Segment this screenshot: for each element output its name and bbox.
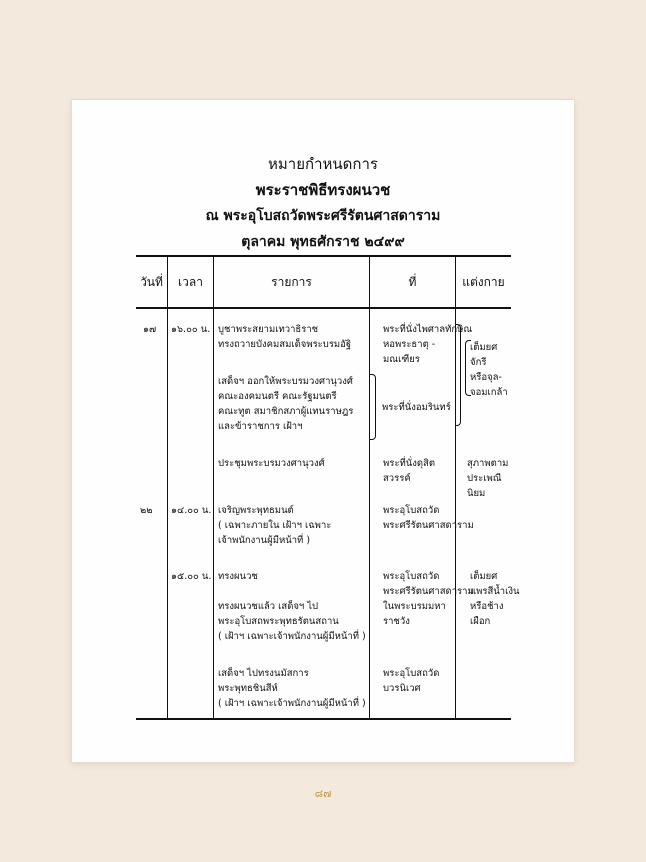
group-brace <box>455 324 461 426</box>
group-brace <box>465 340 471 396</box>
ceremony-title: พระราชพิธีทรงผนวช <box>255 181 391 199</box>
group-brace <box>370 374 376 440</box>
row-time: ๑๖.๐๐ น. <box>171 324 211 335</box>
row-item: เจริญพระพุทธมนต์ ( เฉพาะภายใน เฝ้าฯ เฉพาะ เจ้าพนักงานผู้มีหน้าที่ ) <box>218 505 332 546</box>
row-item: ทรงผนวช ทรงผนวชแล้ว เสด็จฯ ไป พระอุโบสถพระพุทธรัตนสถาน ( เฝ้าฯ เฉพาะเจ้าพนักงานผู้มีหน้าที่ ) <box>218 571 366 642</box>
row-item: ประชุมพระบรมวงศานุวงศ์ <box>218 458 325 469</box>
header-day: วันที่ <box>140 275 163 289</box>
row-day: ๒๒ <box>140 505 153 516</box>
row-place: พระที่นั่งดุสิต สวรรค์ <box>383 458 435 484</box>
header-time: เวลา <box>178 275 203 289</box>
row-place: พระที่นั่งอมรินทร์ <box>382 402 451 413</box>
table-bottom-rule <box>136 718 511 720</box>
row-time: ๑๕.๐๐ น. <box>171 571 212 582</box>
header-item: รายการ <box>271 275 312 289</box>
document-page <box>72 100 574 762</box>
row-place: พระอุโบสถวัด พระศรีรัตนศาสดาราม ในพระบรมมหา ราชวัง <box>383 571 474 627</box>
row-place: พระที่นั่งไพศาลทักษิณ หอพระธาตุ - มณเฑียร <box>383 324 473 365</box>
row-dress: สุภาพตาม ประเพณี นิยม <box>467 458 509 499</box>
header-place: ที่ <box>408 275 417 289</box>
row-time: ๑๔.๐๐ น. <box>171 505 212 516</box>
row-item: บูชาพระสยามเทวาธิราช ทรงถวายบังคมสมเด็จพระบรมอัฐิ <box>218 324 352 350</box>
date-title: ตุลาคม พุทธศักราช ๒๔๙๙ <box>241 234 405 250</box>
venue-title: ณ พระอุโบสถวัดพระศรีรัตนศาสดาราม <box>205 208 441 224</box>
column-divider <box>167 257 168 718</box>
column-divider <box>369 257 370 718</box>
page-number: ๘๗ <box>314 787 332 800</box>
row-place: พระอุโบสถวัด พระศรีรัตนศาสดาราม <box>383 505 474 531</box>
row-item: เสด็จฯ ออกให้พระบรมวงศานุวงศ์ คณะองคมนตรี คณะรัฐมนตรี คณะทูต สมาชิกสภาผู้แทนราษฎร และข้าราชการ เฝ้าฯ <box>218 376 354 432</box>
row-place: พระอุโบสถวัด บวรนิเวศ <box>383 668 440 694</box>
row-dress: เต็มยศ จักรี หรือจุล- จอมเกล้า <box>470 342 508 398</box>
row-item: เสด็จฯ ไปทรงนมัสการ พระพุทธชินสีห์ ( เฝ้าฯ เฉพาะเจ้าพนักงานผู้มีหน้าที่ ) <box>218 668 366 709</box>
column-divider <box>213 257 214 718</box>
header-dress: แต่งกาย <box>462 275 505 289</box>
row-day: ๑๗ <box>143 324 157 335</box>
row-dress: เต็มยศ แพรสีน้ำเงิน หรือช้าง เผือก <box>470 571 520 627</box>
doc-title: หมายกำหนดการ <box>268 155 378 173</box>
